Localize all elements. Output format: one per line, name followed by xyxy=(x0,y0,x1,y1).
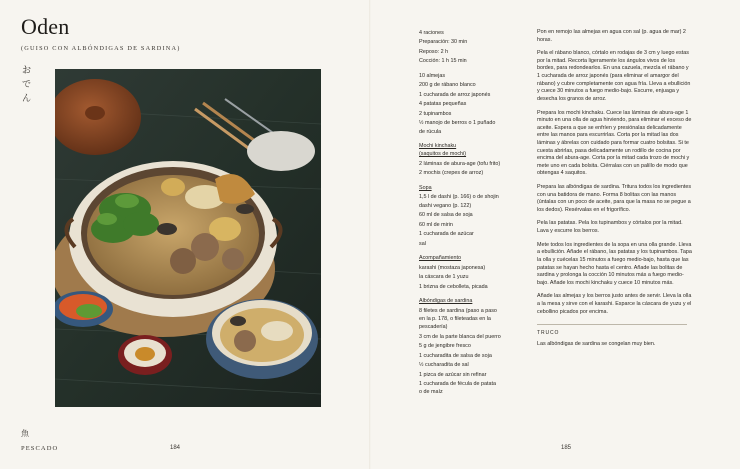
ingredient-item: 60 ml de mirin xyxy=(419,221,453,228)
ingredient-item: 4 patatas pequeñas xyxy=(419,101,467,108)
japanese-char: お xyxy=(22,66,32,76)
ingredient-item: ½ cucharadita de sal xyxy=(419,362,469,369)
servings: 4 raciones xyxy=(419,30,444,36)
japanese-name xyxy=(22,64,32,106)
ingredient-item: ½ manojo de berros o 1 puñado de rúcula xyxy=(419,120,496,135)
recipe-title: Oden xyxy=(21,14,70,39)
method-step: Prepara los mochi kinchaku. Cuece las láminas de abura-age 1 minuto en una olla de agua hirviendo, para eliminar el exceso de aceite. Espera a que se enfríen y presiónalas delicadamente entre las manos para escurrirlas. Corta por la mitad las dos láminas y ábrelas con cuidado para formar cuatro bolsitas. Si te cuesta abrirlas, pasa delicadamente un rodillo de cocina por encima del abura-age. Corta por la mitad cada trozo de mochi y mete uno en cada bolsita. Ciérralas con un palillo de modo que obtengas 4 saquitos. xyxy=(537,109,692,177)
ingredient-item: 8 filetes de sardina (paso a paso en la p. 178, o fileteadas en la pescadería) xyxy=(419,307,497,331)
ingredient-item: 200 g de rábano blanco xyxy=(419,82,476,89)
ingredient-item: 1 brizna de cebolleta, picada xyxy=(419,283,488,290)
ingredient-item: 60 ml de salsa de soja xyxy=(419,212,473,219)
ingredient-item: 1,5 l de dashi (p. 166) o de shojin dashi vegano (p. 122) xyxy=(419,194,499,209)
ingredient-item: sal xyxy=(419,240,426,247)
tip-text: Las albóndigas de sardina se congelan muy bien. xyxy=(537,340,656,347)
page-number-left: 184 xyxy=(170,445,181,451)
section-icon: 魚 xyxy=(21,429,29,438)
ingredient-item: 1 cucharada de arroz japonés xyxy=(419,91,491,98)
ingredient-item: 1 cucharada de azúcar xyxy=(419,231,474,238)
method-step: Pela el rábano blanco, córtalo en rodajas de 3 cm y luego estas por la mitad. Recorta ligeramente los ángulos vivos de los bordes, para redondearlos. En una cazuela, mezcla el rábano y 1 cucharada de arroz japonés (para eliminar el amargor del rábano) y cubre completamente con agua fría. Lleva a ebullición y cuece 30 minutos a fuego medio-bajo. Escurre, enjuaga y desecha los granos de arroz. xyxy=(537,50,691,102)
page-number-right: 185 xyxy=(561,445,572,451)
cook-time: Cocción: 1 h 15 min xyxy=(419,58,467,65)
method-step: Añade las almejas y los berros justo antes de servir. Lleva la olla a la mesa y sirve con el karashi. Esparce la cáscara de yuzu y el cebollino picados por encima. xyxy=(537,293,692,315)
method-step: Prepara las albóndigas de sardina. Tritura todos los ingredientes con una batidora de mano. Forma 8 bolitas con las manos (úntalas con un poco de aceite, para que la masa no se pegue a los dedos). Resérvalas en el frigorífico. xyxy=(537,183,692,213)
ingredient-item: 2 láminas de abura-age (tofu frito) xyxy=(419,160,501,167)
japanese-char: で xyxy=(22,80,32,90)
tip-label: TRUCO xyxy=(537,330,560,337)
recipe-subtitle: (GUISO CON ALBÓNDIGAS DE SARDINA) xyxy=(21,45,181,52)
tip-divider xyxy=(537,324,687,325)
ingredients-column xyxy=(419,29,519,398)
prep-time: Preparación: 30 min xyxy=(419,39,468,46)
ingredient-item: 10 almejas xyxy=(419,72,446,79)
ingredient-group-heading: Mochi kinchaku (saquitos de mochi) xyxy=(419,143,467,158)
ingredient-item: 1 pizca de azúcar sin refinar xyxy=(419,371,487,378)
ingredient-item: 1 cucharada de fécula de patata o de maíz xyxy=(419,381,497,396)
method-column xyxy=(537,29,692,348)
ingredient-item: 3 cm de la parte blanca del puerro xyxy=(419,333,501,340)
ingredient-group-heading: Sopa xyxy=(419,184,432,191)
ingredient-item: la cáscara de 1 yuzu xyxy=(419,274,469,281)
ingredient-item: 2 tupinambos xyxy=(419,110,452,117)
book-gutter xyxy=(369,0,371,469)
ingredient-item: 5 g de jengibre fresco xyxy=(419,343,471,350)
section-name: PESCADO xyxy=(21,445,59,452)
method-step: Pela las patatas. Pela los tupinambos y córtalos por la mitad. Lava y escurre los berros. xyxy=(537,220,683,235)
ingredient-item: 1 cucharadita de salsa de soja xyxy=(419,352,492,359)
oden-photo xyxy=(55,69,321,407)
ingredient-group-heading: Albóndigas de sardina xyxy=(419,298,473,305)
rest-time: Reposo: 2 h xyxy=(419,48,449,55)
japanese-char: ん xyxy=(22,94,32,104)
method-step: Mete todos los ingredientes de la sopa en una olla grande. Lleva a ebullición. Añade el rábano, las patatas y los tupinambos. Tapa la olla y cuécelas 15 minutos a fuego medio-bajo, hasta que las patatas se hayan hecho hasta el centro. Añade las bolitas de sardina y prolonga la cocción 10 minutos más a fuego medio-bajo. Añade los mochi kinchaku y cuece 10 minutos más. xyxy=(537,241,692,286)
method-step: Pon en remojo las almejas en agua con sal (p. agua de mar) 2 horas. xyxy=(537,29,686,43)
ingredient-group-heading: Acompañamiento xyxy=(419,255,461,262)
ingredient-item: 2 mochis (crepes de arroz) xyxy=(419,170,484,177)
ingredient-item: karashi (mostaza japonesa) xyxy=(419,264,486,271)
